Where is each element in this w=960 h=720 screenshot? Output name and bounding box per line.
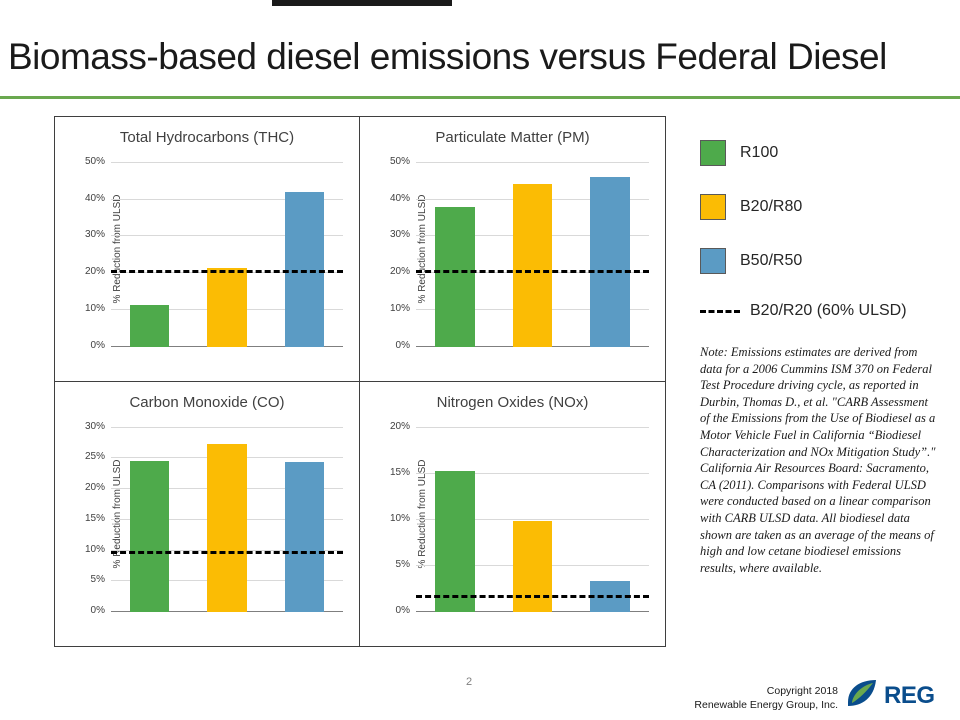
y-tick-label: 0% (90, 605, 105, 616)
copyright-line-2: Renewable Energy Group, Inc. (694, 699, 838, 711)
top-edge-artifact (272, 0, 452, 6)
dashed-line-icon (700, 310, 740, 313)
reg-logo-text: REG (884, 682, 935, 709)
y-axis-label: % Reduction from ULSD (416, 459, 428, 569)
y-tick-label: 25% (84, 451, 105, 463)
chart-title: Particulate Matter (PM) (435, 129, 590, 146)
plot-area (84, 156, 343, 351)
y-tick-label: 50% (389, 156, 410, 167)
y-tick-label: 10% (389, 302, 410, 314)
reg-logo (842, 676, 950, 712)
copyright-line-1: Copyright 2018 (766, 685, 838, 697)
reference-line (111, 551, 343, 554)
y-tick-label: 5% (90, 574, 105, 586)
page-title: Biomass-based diesel emissions versus Federal Diesel (8, 36, 887, 77)
plot-area (84, 420, 343, 616)
chart-title: Carbon Monoxide (CO) (129, 393, 285, 411)
y-tick-label: 50% (84, 156, 105, 167)
bar-group (416, 428, 649, 613)
bar-group (416, 163, 649, 347)
y-tick-label: 20% (84, 482, 105, 493)
bar-b20-r80 (513, 184, 553, 346)
plot-area (389, 420, 649, 616)
bar-r100 (435, 207, 475, 346)
y-tick-label: 10% (84, 543, 105, 555)
title-divider (0, 96, 960, 99)
y-axis-label: % Reduction from ULSD (111, 194, 123, 304)
chart-title: Total Hydrocarbons (THC) (119, 129, 295, 146)
legend-item (700, 248, 950, 274)
bar-group (111, 163, 343, 347)
y-tick-label: 15% (389, 466, 410, 478)
y-tick-label: 30% (389, 229, 410, 241)
bar-r100 (435, 471, 475, 612)
legend-item (700, 194, 950, 220)
footnote-prefix: Note: (700, 345, 728, 359)
page-number: 2 (466, 676, 473, 688)
y-axis-label: % Reduction from ULSD (416, 194, 428, 304)
legend-label: B50/R50 (740, 252, 803, 269)
y-tick-label: 0% (395, 339, 410, 351)
chart-co (55, 382, 360, 647)
y-tick-label: 40% (84, 192, 105, 204)
bar-b50-r50 (285, 192, 324, 347)
footnote (700, 344, 940, 576)
charts-panel (54, 116, 666, 647)
y-tick-label: 0% (395, 605, 410, 616)
y-tick-label: 10% (84, 302, 105, 314)
reference-line (416, 270, 649, 273)
legend (700, 140, 950, 348)
legend-label: B20/R20 (60% ULSD) (750, 302, 907, 319)
reference-line (111, 270, 343, 273)
y-tick-label: 20% (389, 420, 410, 432)
legend-label: B20/R80 (740, 198, 803, 215)
y-tick-label: 15% (84, 512, 105, 524)
legend-swatch-b50r50 (700, 248, 726, 274)
legend-swatch-b20r80 (700, 194, 726, 220)
y-tick-label: 20% (389, 266, 410, 278)
chart-nox (360, 382, 665, 647)
y-tick-label: 20% (84, 266, 105, 278)
bar-b50-r50 (285, 462, 324, 612)
footnote-text: Emissions estimates are derived from data for a 2006 Cummins ISM 370 on Federal Test Procedure driving cycle, as reported in Durbin, Thomas D., et al. "CARB Assessment of the Emissions from the Use of Biodiesel as a Motor Vehicle Fuel in California “Biodiesel Characterization and NOx Mitigation Study”." California Air Resources Board: Sacramento, CA (2011). Comparisons with Federal ULSD were conducted based on a linear comparison with CARB ULSD data. All biodiesel data shown are taken as an average of the means of high and low cetane biodiesel emissions results, where available. (700, 345, 936, 575)
reg-leaf-icon (842, 676, 882, 712)
y-tick-label: 0% (90, 339, 105, 351)
reference-line (416, 595, 649, 598)
y-tick-label: 30% (84, 420, 105, 432)
bar-b20-r80 (513, 521, 553, 612)
chart-thc (55, 117, 360, 382)
bar-b50-r50 (590, 177, 630, 347)
bar-b20-r80 (207, 268, 246, 347)
bar-r100 (130, 461, 169, 612)
chart-pm (360, 117, 665, 382)
legend-item (700, 140, 950, 166)
legend-label: R100 (740, 144, 779, 161)
y-tick-label: 5% (395, 558, 410, 570)
legend-swatch-r100 (700, 140, 726, 166)
bar-group (111, 428, 343, 613)
y-axis-label: % Reduction from ULSD (111, 459, 123, 569)
bar-b20-r80 (207, 444, 246, 612)
y-tick-label: 40% (389, 192, 410, 204)
legend-item-reference (700, 302, 950, 320)
bar-r100 (130, 305, 169, 346)
chart-title: Nitrogen Oxides (NOx) (436, 393, 589, 411)
copyright (694, 684, 838, 712)
y-tick-label: 30% (84, 229, 105, 241)
y-tick-label: 10% (389, 512, 410, 524)
plot-area (389, 156, 649, 351)
